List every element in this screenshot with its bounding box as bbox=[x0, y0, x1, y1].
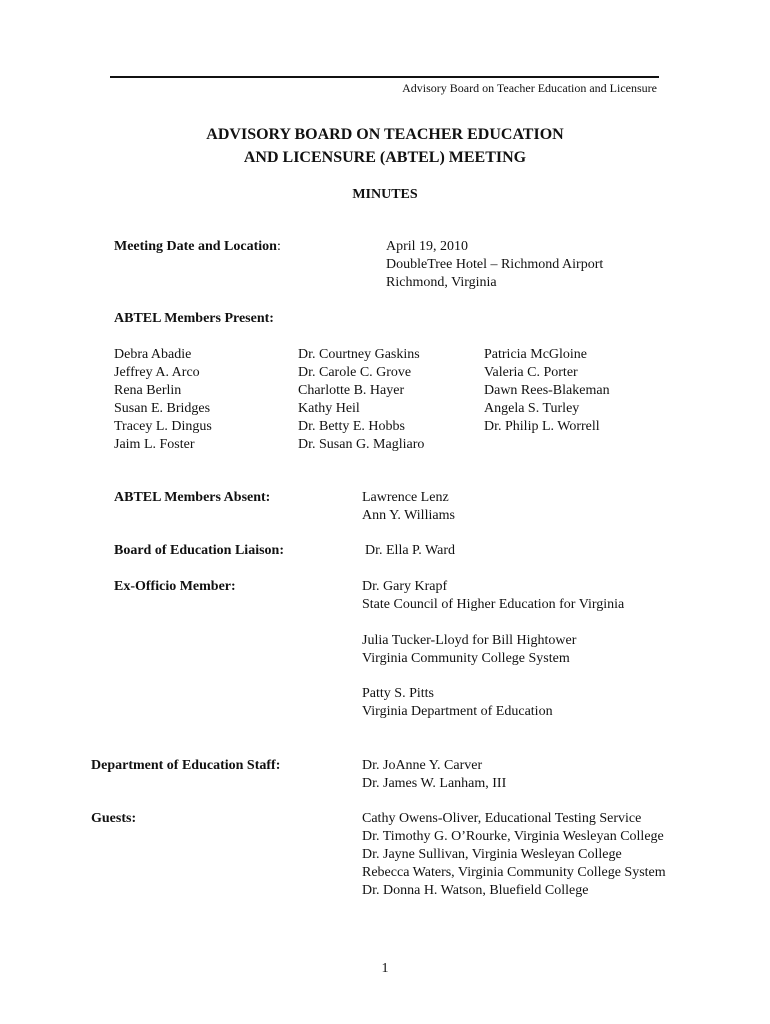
guest: Dr. Timothy G. O’Rourke, Virginia Wesleyan College bbox=[362, 829, 664, 844]
ex-officio-name: Dr. Gary Krapf bbox=[362, 579, 448, 594]
present-member: Dawn Rees-Blakeman bbox=[484, 383, 610, 398]
present-member: Dr. Betty E. Hobbs bbox=[298, 419, 405, 434]
present-column-3 bbox=[484, 346, 610, 436]
present-column-1 bbox=[114, 346, 212, 454]
document-title-line-1: ADVISORY BOARD ON TEACHER EDUCATION bbox=[206, 126, 564, 143]
meeting-label: Meeting Date and Location bbox=[114, 239, 277, 254]
present-member: Charlotte B. Hayer bbox=[298, 383, 405, 398]
guests-label: Guests: bbox=[91, 811, 137, 826]
page-number: 1 bbox=[381, 961, 389, 976]
meeting-label-row bbox=[114, 238, 281, 256]
ex-officio-entry bbox=[362, 578, 624, 614]
document-subtitle: MINUTES bbox=[352, 187, 418, 202]
present-member: Jeffrey A. Arco bbox=[114, 365, 200, 380]
meeting-city: Richmond, Virginia bbox=[386, 275, 497, 290]
absent-member: Lawrence Lenz bbox=[362, 490, 449, 505]
present-member: Valeria C. Porter bbox=[484, 365, 578, 380]
ex-officio-label: Ex-Officio Member: bbox=[114, 579, 236, 594]
header-rule bbox=[110, 76, 659, 78]
present-label: ABTEL Members Present: bbox=[114, 311, 274, 326]
absent-label: ABTEL Members Absent: bbox=[114, 490, 271, 505]
present-member: Susan E. Bridges bbox=[114, 401, 211, 416]
present-member: Jaim L. Foster bbox=[114, 437, 195, 452]
present-member: Patricia McGloine bbox=[484, 347, 588, 362]
ex-officio-entry bbox=[362, 685, 553, 721]
present-member: Tracey L. Dingus bbox=[114, 419, 212, 434]
absent-list bbox=[362, 489, 455, 525]
guest: Dr. Jayne Sullivan, Virginia Wesleyan College bbox=[362, 847, 622, 862]
staff-member: Dr. JoAnne Y. Carver bbox=[362, 758, 483, 773]
present-member: Kathy Heil bbox=[298, 401, 360, 416]
staff-label: Department of Education Staff: bbox=[91, 758, 281, 773]
liaison-label: Board of Education Liaison: bbox=[114, 543, 284, 558]
staff-list bbox=[362, 757, 506, 793]
present-member: Dr. Courtney Gaskins bbox=[298, 347, 420, 362]
guests-list bbox=[362, 810, 666, 900]
ex-officio-org: Virginia Community College System bbox=[362, 651, 570, 666]
ex-officio-name: Julia Tucker-Lloyd for Bill Hightower bbox=[362, 633, 577, 648]
running-head: Advisory Board on Teacher Education and Licensure bbox=[402, 81, 657, 95]
guest: Dr. Donna H. Watson, Bluefield College bbox=[362, 883, 589, 898]
present-member: Debra Abadie bbox=[114, 347, 192, 362]
meeting-date: April 19, 2010 bbox=[386, 239, 469, 254]
ex-officio-name: Patty S. Pitts bbox=[362, 686, 434, 701]
present-member: Angela S. Turley bbox=[484, 401, 580, 416]
ex-officio-org: Virginia Department of Education bbox=[362, 704, 553, 719]
present-member: Dr. Philip L. Worrell bbox=[484, 419, 600, 434]
guest: Rebecca Waters, Virginia Community College System bbox=[362, 865, 666, 880]
present-member: Dr. Carole C. Grove bbox=[298, 365, 412, 380]
present-member: Dr. Susan G. Magliaro bbox=[298, 437, 425, 452]
guest: Cathy Owens-Oliver, Educational Testing Service bbox=[362, 811, 642, 826]
meeting-venue: DoubleTree Hotel – Richmond Airport bbox=[386, 257, 604, 272]
ex-officio-entry bbox=[362, 632, 576, 668]
meeting-label-colon: : bbox=[276, 239, 281, 254]
present-column-2 bbox=[298, 346, 424, 454]
present-member: Rena Berlin bbox=[114, 383, 182, 398]
ex-officio-org: State Council of Higher Education for Virginia bbox=[362, 597, 625, 612]
staff-member: Dr. James W. Lanham, III bbox=[362, 776, 507, 791]
document-title-line-2: AND LICENSURE (ABTEL) MEETING bbox=[243, 149, 527, 166]
absent-member: Ann Y. Williams bbox=[362, 508, 455, 523]
liaison-name: Dr. Ella P. Ward bbox=[365, 543, 455, 558]
